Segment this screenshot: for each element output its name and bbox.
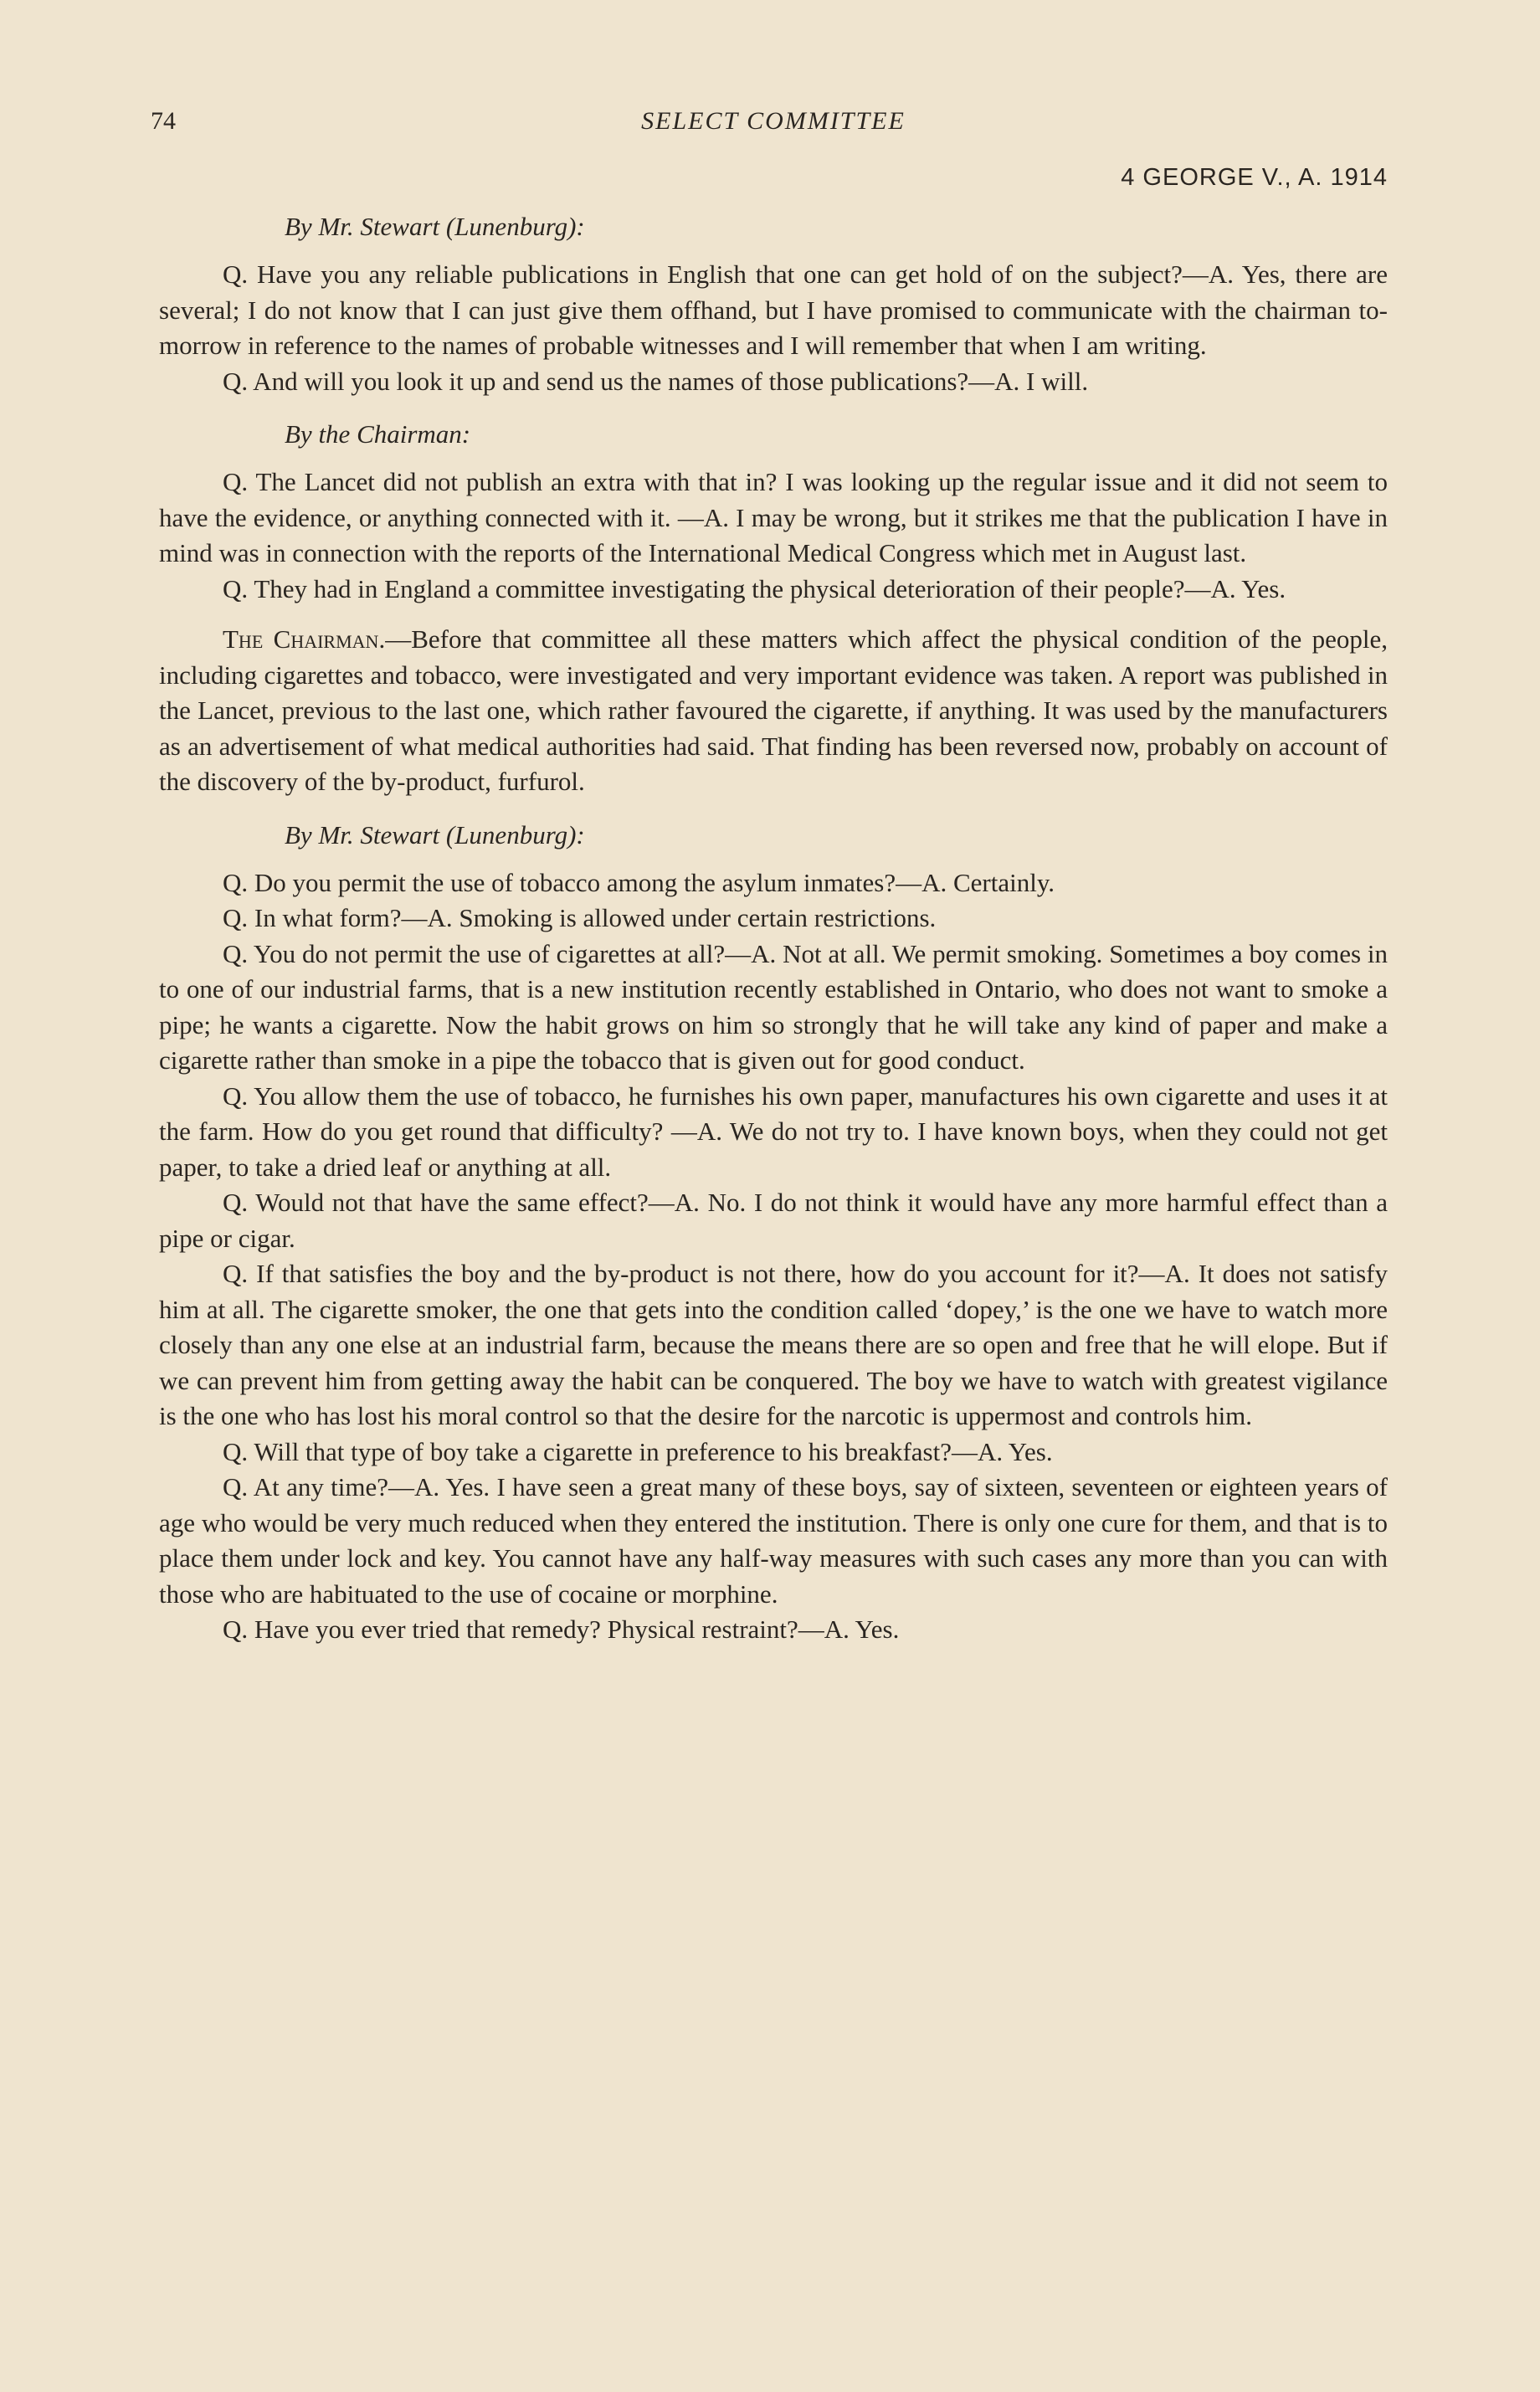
paragraph: Q. The Lancet did not publish an extra with that in? I was looking up the regular issue and it did not seem to have the evidence, or anything connected with it. —A. I may be wrong, but it strikes me that the publication I have in mind was in connection with the reports of the International Medical Congress which met in August last. <box>159 467 1388 567</box>
paragraph: Q. Will that type of boy take a cigarette in preference to his breakfast?—A. Yes. <box>223 1436 1053 1466</box>
session-label: 4 GEORGE V., A. 1914 <box>1121 164 1388 191</box>
paragraph: Q. And will you look it up and send us the names of those publications?—A. I will. <box>223 366 1089 396</box>
page-header <box>151 107 1388 141</box>
paragraph: Q. They had in England a committee investigating the physical deterioration of their people?—A. Yes. <box>223 573 1286 603</box>
paragraph: Q. Do you permit the use of tobacco among the asylum inmates?—A. Certainly. <box>223 867 1055 897</box>
document-page <box>151 107 1388 1648</box>
paragraph: Q. In what form?—A. Smoking is allowed under certain restrictions. <box>223 903 937 932</box>
paragraph: Q. If that satisfies the boy and the by-product is not there, how do you account for it?—A. It does not satisfy him at all. The cigarette smoker, the one that gets into the condition called ‘dopey,’ is the one we have to watch more closely than any one else at an industrial farm, because the means there are so open and free that he will elope. But if we can prevent him from getting away the habit can be conquered. The boy we have to watch with greatest vigilance is the one who has lost his moral control so that the desire for the narcotic is uppermost and controls him. <box>159 1259 1388 1430</box>
paragraph: Q. You do not permit the use of cigarettes at all?—A. Not at all. We permit smoking. Sometimes a boy comes in to one of our industrial farms, that is a new institution recently established in Ontario, who does not want to smoke a pipe; he wants a cigarette. Now the habit grows on him so strongly that he will take any kind of paper and make a cigarette rather than smoke in a pipe the tobacco that is given out for good conduct. <box>159 938 1388 1075</box>
chairman-statement <box>159 622 1388 800</box>
paragraph: Q. Would not that have the same effect?—A. No. I do not think it would have any more harmful effect than a pipe or cigar. <box>159 1188 1388 1253</box>
chairman-text: —Before that committee all these matters which affect the physical condition of the people, including cigarettes and tobacco, were investigated and very important evidence was taken. A report was published in the Lancet, previous to the last one, which rather favoured the cigarette, if anything. It was used by the manufacturers as an advertisement of what medical authorities had said. That finding has been reversed now, probably on account of the discovery of the by-product, furfurol. <box>159 624 1388 796</box>
running-title: SELECT COMMITTEE <box>641 107 906 135</box>
paragraph: Q. Have you ever tried that remedy? Physical restraint?—A. Yes. <box>223 1614 900 1644</box>
paragraph: Q. You allow them the use of tobacco, he furnishes his own paper, manufactures his own cigarette and uses it at the farm. How do you get round that difficulty? —A. We do not try to. I have known boys, when they could not get paper, to take a dried leaf or anything at all. <box>159 1081 1388 1182</box>
speaker-heading: By Mr. Stewart (Lunenburg): <box>285 819 585 850</box>
speaker-heading: By Mr. Stewart (Lunenburg): <box>285 212 585 241</box>
chairman-label: The Chairman. <box>223 624 386 654</box>
page-number: 74 <box>151 107 176 135</box>
speaker-heading: By the Chairman: <box>285 419 471 449</box>
paragraph: Q. At any time?—A. Yes. I have seen a great many of these boys, say of sixteen, seventeen or eighteen years of age who would be very much reduced when they entered the institution. There is only one cure for them, and that is to place them under lock and key. You cannot have any half-way measures with such cases any more than you can with those who are habituated to the use of cocaine or morphine. <box>159 1472 1388 1609</box>
paragraph: Q. Have you any reliable publications in English that one can get hold of on the subject?—A. Yes, there are several; I do not know that I can just give them offhand, but I have promised to communicate with the chairman to-morrow in reference to the names of probable witnesses and I will remember that when I am writing. <box>159 259 1388 360</box>
